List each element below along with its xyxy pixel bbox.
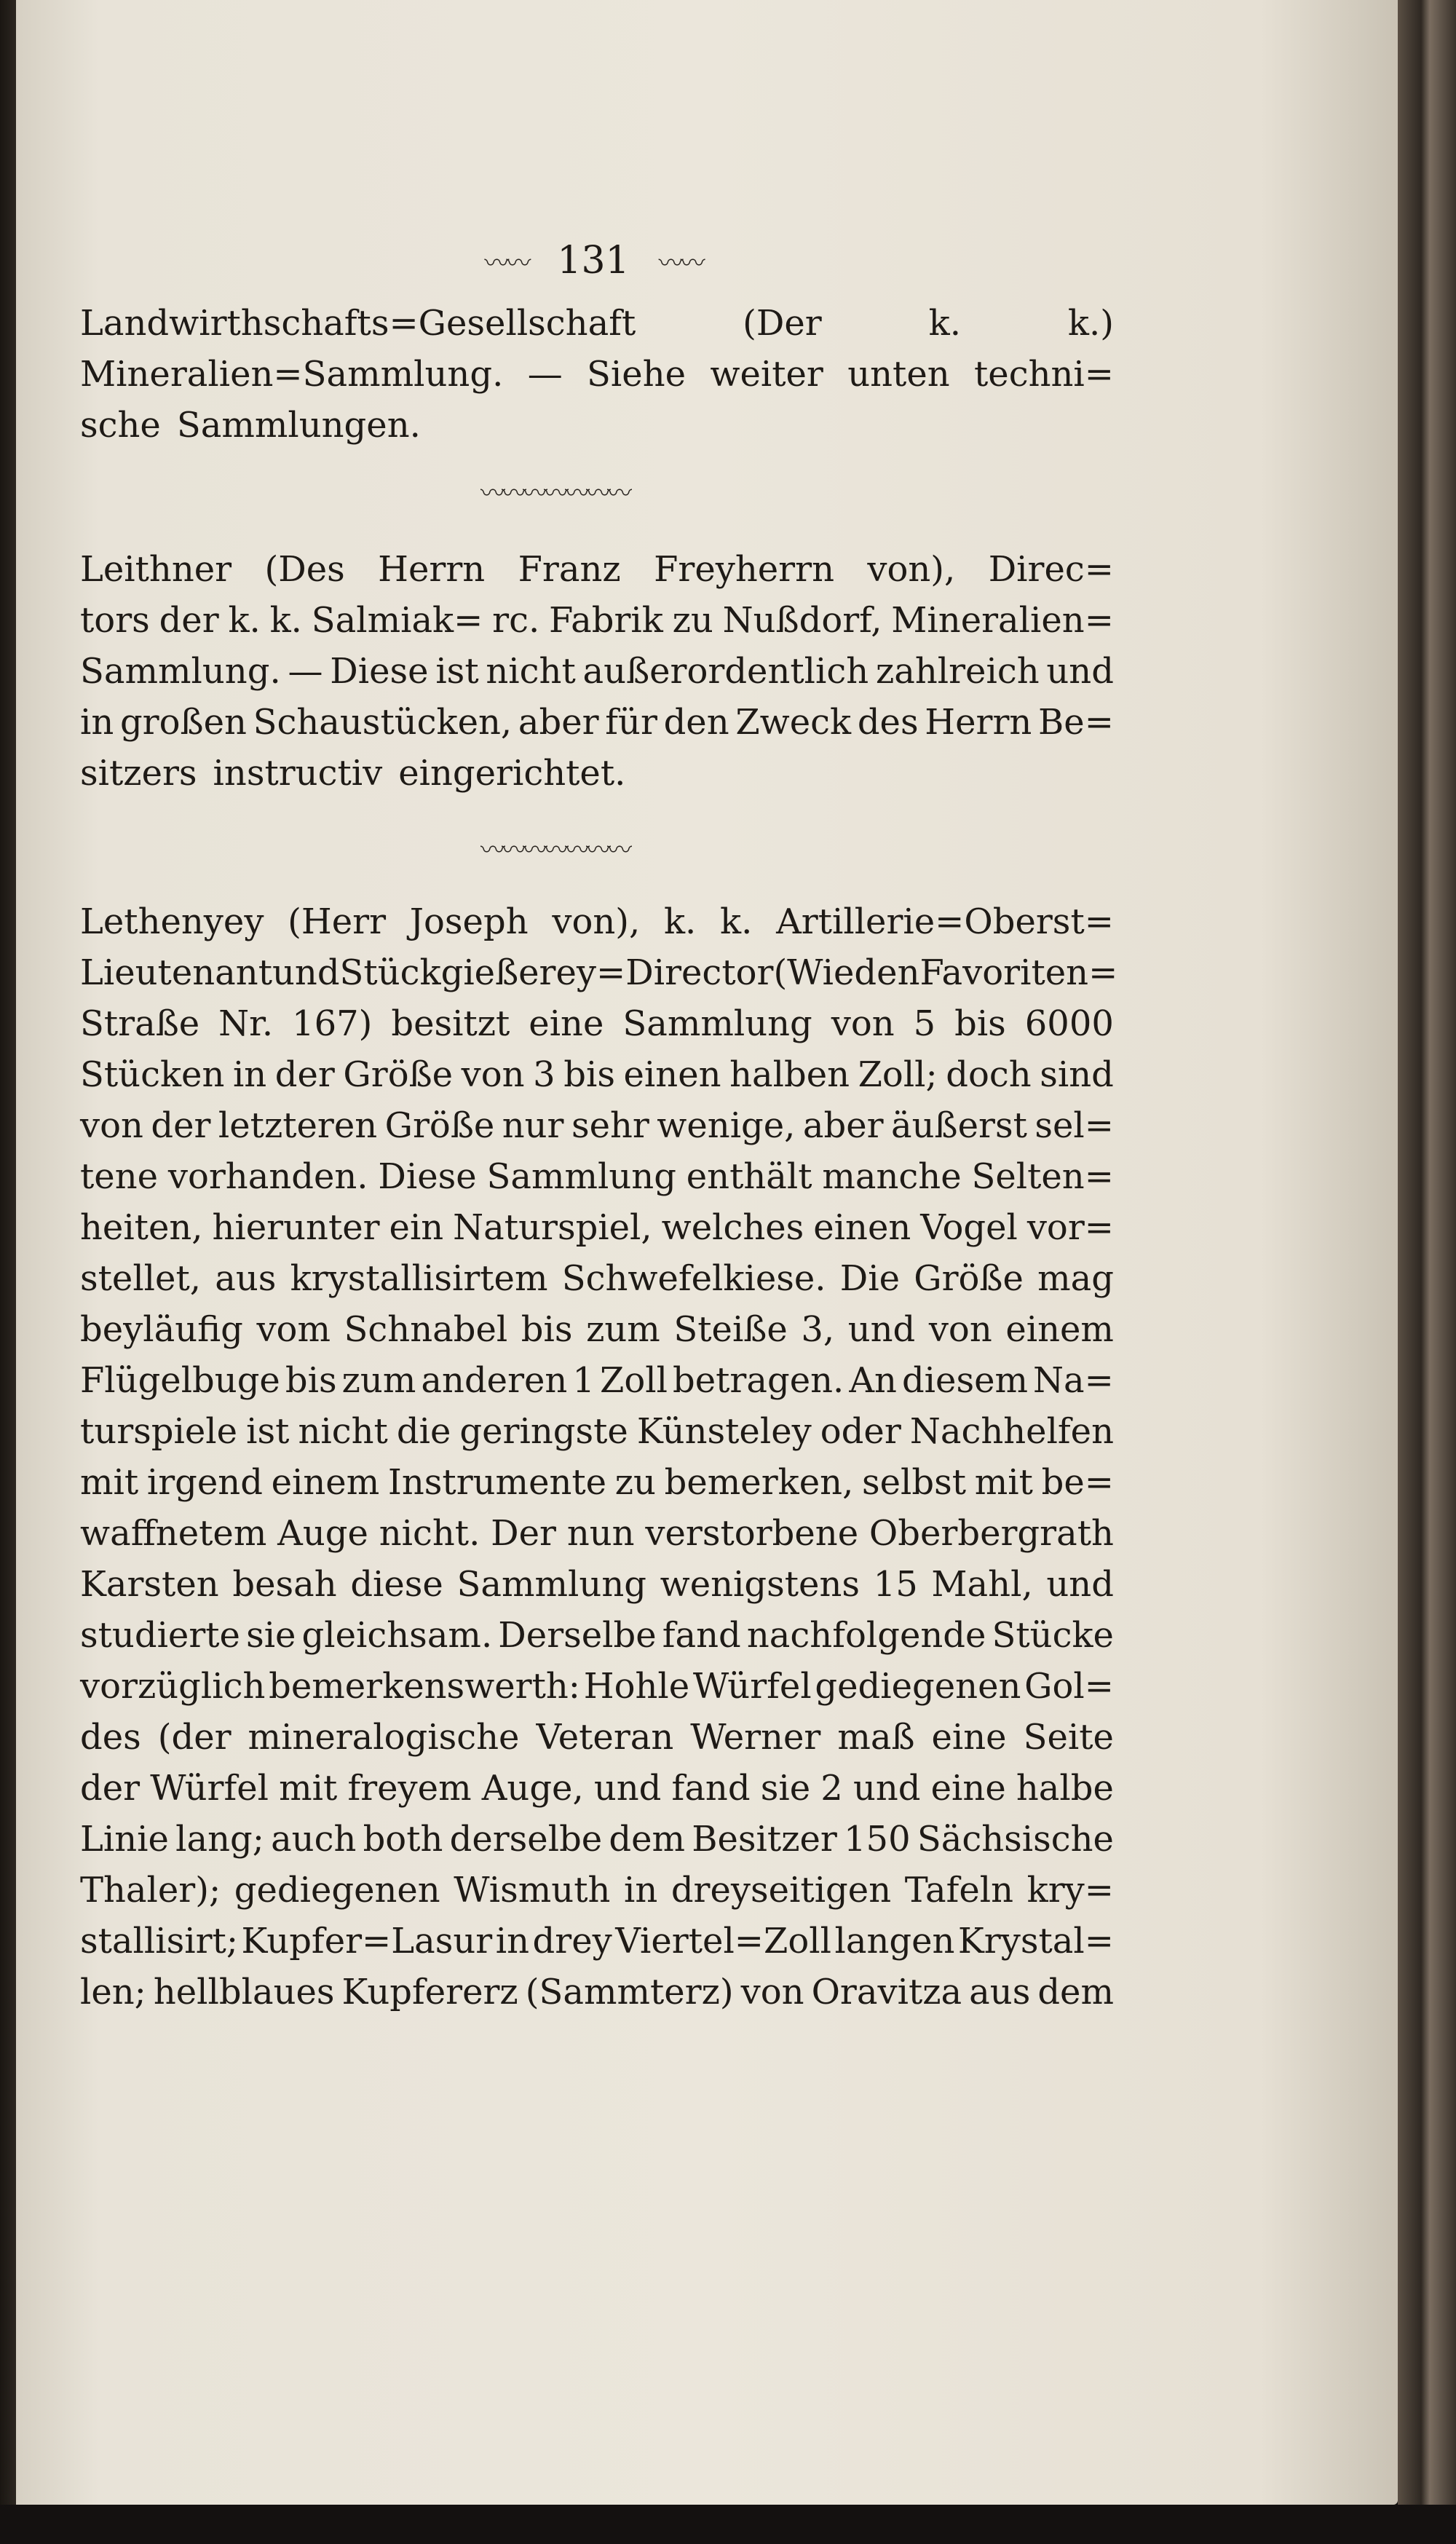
entry-line: stellet, aus krystallisirtem Schwefelkiese. Die Größe mag [80, 1258, 1114, 1299]
entry-line: Linie lang; auch both derselbe dem Besitzer 150 Sächsische [80, 1819, 1114, 1860]
entry-line: heiten, hierunter ein Naturspiel, welches einen Vogel vor= [80, 1207, 1114, 1248]
entry-line: der Würfel mit freyem Auge, und fand sie 2 und eine halbe [80, 1768, 1114, 1809]
entry-line: Flügelbuge bis zum anderen 1 Zoll betragen. An diesem Na= [80, 1360, 1114, 1401]
entry-line: Lethenyey (Herr Joseph von), k. k. Artillerie=Oberst= [80, 901, 1114, 942]
entry-line: mit irgend einem Instrumente zu bemerken, selbst mit be= [80, 1462, 1114, 1503]
entry-line: stallisirt; Kupfer=Lasur in drey Viertel=Zoll langen Krystal= [80, 1921, 1114, 1962]
book-bottom-edge [0, 2505, 1456, 2544]
page-number: 131 [557, 239, 630, 283]
entry-line: in großen Schaustücken, aber für den Zweck des Herrn Be= [80, 702, 1114, 743]
entry-line: tene vorhanden. Diese Sammlung enthält manche Selten= [80, 1156, 1114, 1197]
entry-line: vorzüglich bemerkenswerth: Hohle Würfel gediegenen Gol= [80, 1666, 1114, 1707]
entry-line: Landwirthschafts=Gesellschaft (Der k. k.) [80, 303, 1114, 344]
entry-line: len; hellblaues Kupfererz (Sammterz) von Oravitza aus dem [80, 1972, 1114, 2012]
entry-line: sitzers instructiv eingerichtet. [80, 753, 626, 794]
entry-line: waffnetem Auge nicht. Der nun verstorbene Oberbergrath [80, 1513, 1114, 1554]
header-ornament-left: 〰〰 [484, 248, 529, 278]
page-header [437, 232, 750, 290]
entry-line: sche Sammlungen. [80, 405, 421, 446]
page-edge-stack [1398, 0, 1456, 2544]
entry-line: Leithner (Des Herrn Franz Freyherrn von), Direc= [80, 549, 1114, 590]
entry-line: Mineralien=Sammlung. — Siehe weiter unten techni= [80, 354, 1114, 395]
entry-line: Thaler); gediegenen Wismuth in dreyseitigen Tafeln kry= [80, 1870, 1114, 1911]
header-ornament-right: 〰〰 [658, 248, 703, 278]
entry-line: tors der k. k. Salmiak= rc. Fabrik zu Nußdorf, Mineralien= [80, 600, 1114, 641]
section-divider: 〰〰〰〰〰〰〰 [480, 836, 628, 865]
entry-line: turspiele ist nicht die geringste Künsteley oder Nachhelfen [80, 1411, 1114, 1452]
entry-line: Karsten besah diese Sammlung wenigstens 15 Mahl, und [80, 1564, 1114, 1605]
entry-line: beyläufig vom Schnabel bis zum Steiße 3, und von einem [80, 1309, 1114, 1350]
entry-line: von der letzteren Größe nur sehr wenige, aber äußerst sel= [80, 1105, 1114, 1146]
entry-line: Sammlung. — Diese ist nicht außerordentlich zahlreich und [80, 651, 1114, 692]
section-divider: 〰〰〰〰〰〰〰 [480, 479, 628, 508]
entry-line: Stücken in der Größe von 3 bis einen halben Zoll; doch sind [80, 1054, 1114, 1095]
entry-line: des (der mineralogische Veteran Werner maß eine Seite [80, 1717, 1114, 1758]
entry-line: Straße Nr. 167) besitzt eine Sammlung von 5 bis 6000 [80, 1003, 1114, 1044]
entry-line: Lieutenant und Stückgießerey=Director (Wieden Favoriten= [80, 952, 1118, 993]
entry-line: studierte sie gleichsam. Derselbe fand nachfolgende Stücke [80, 1615, 1114, 1656]
